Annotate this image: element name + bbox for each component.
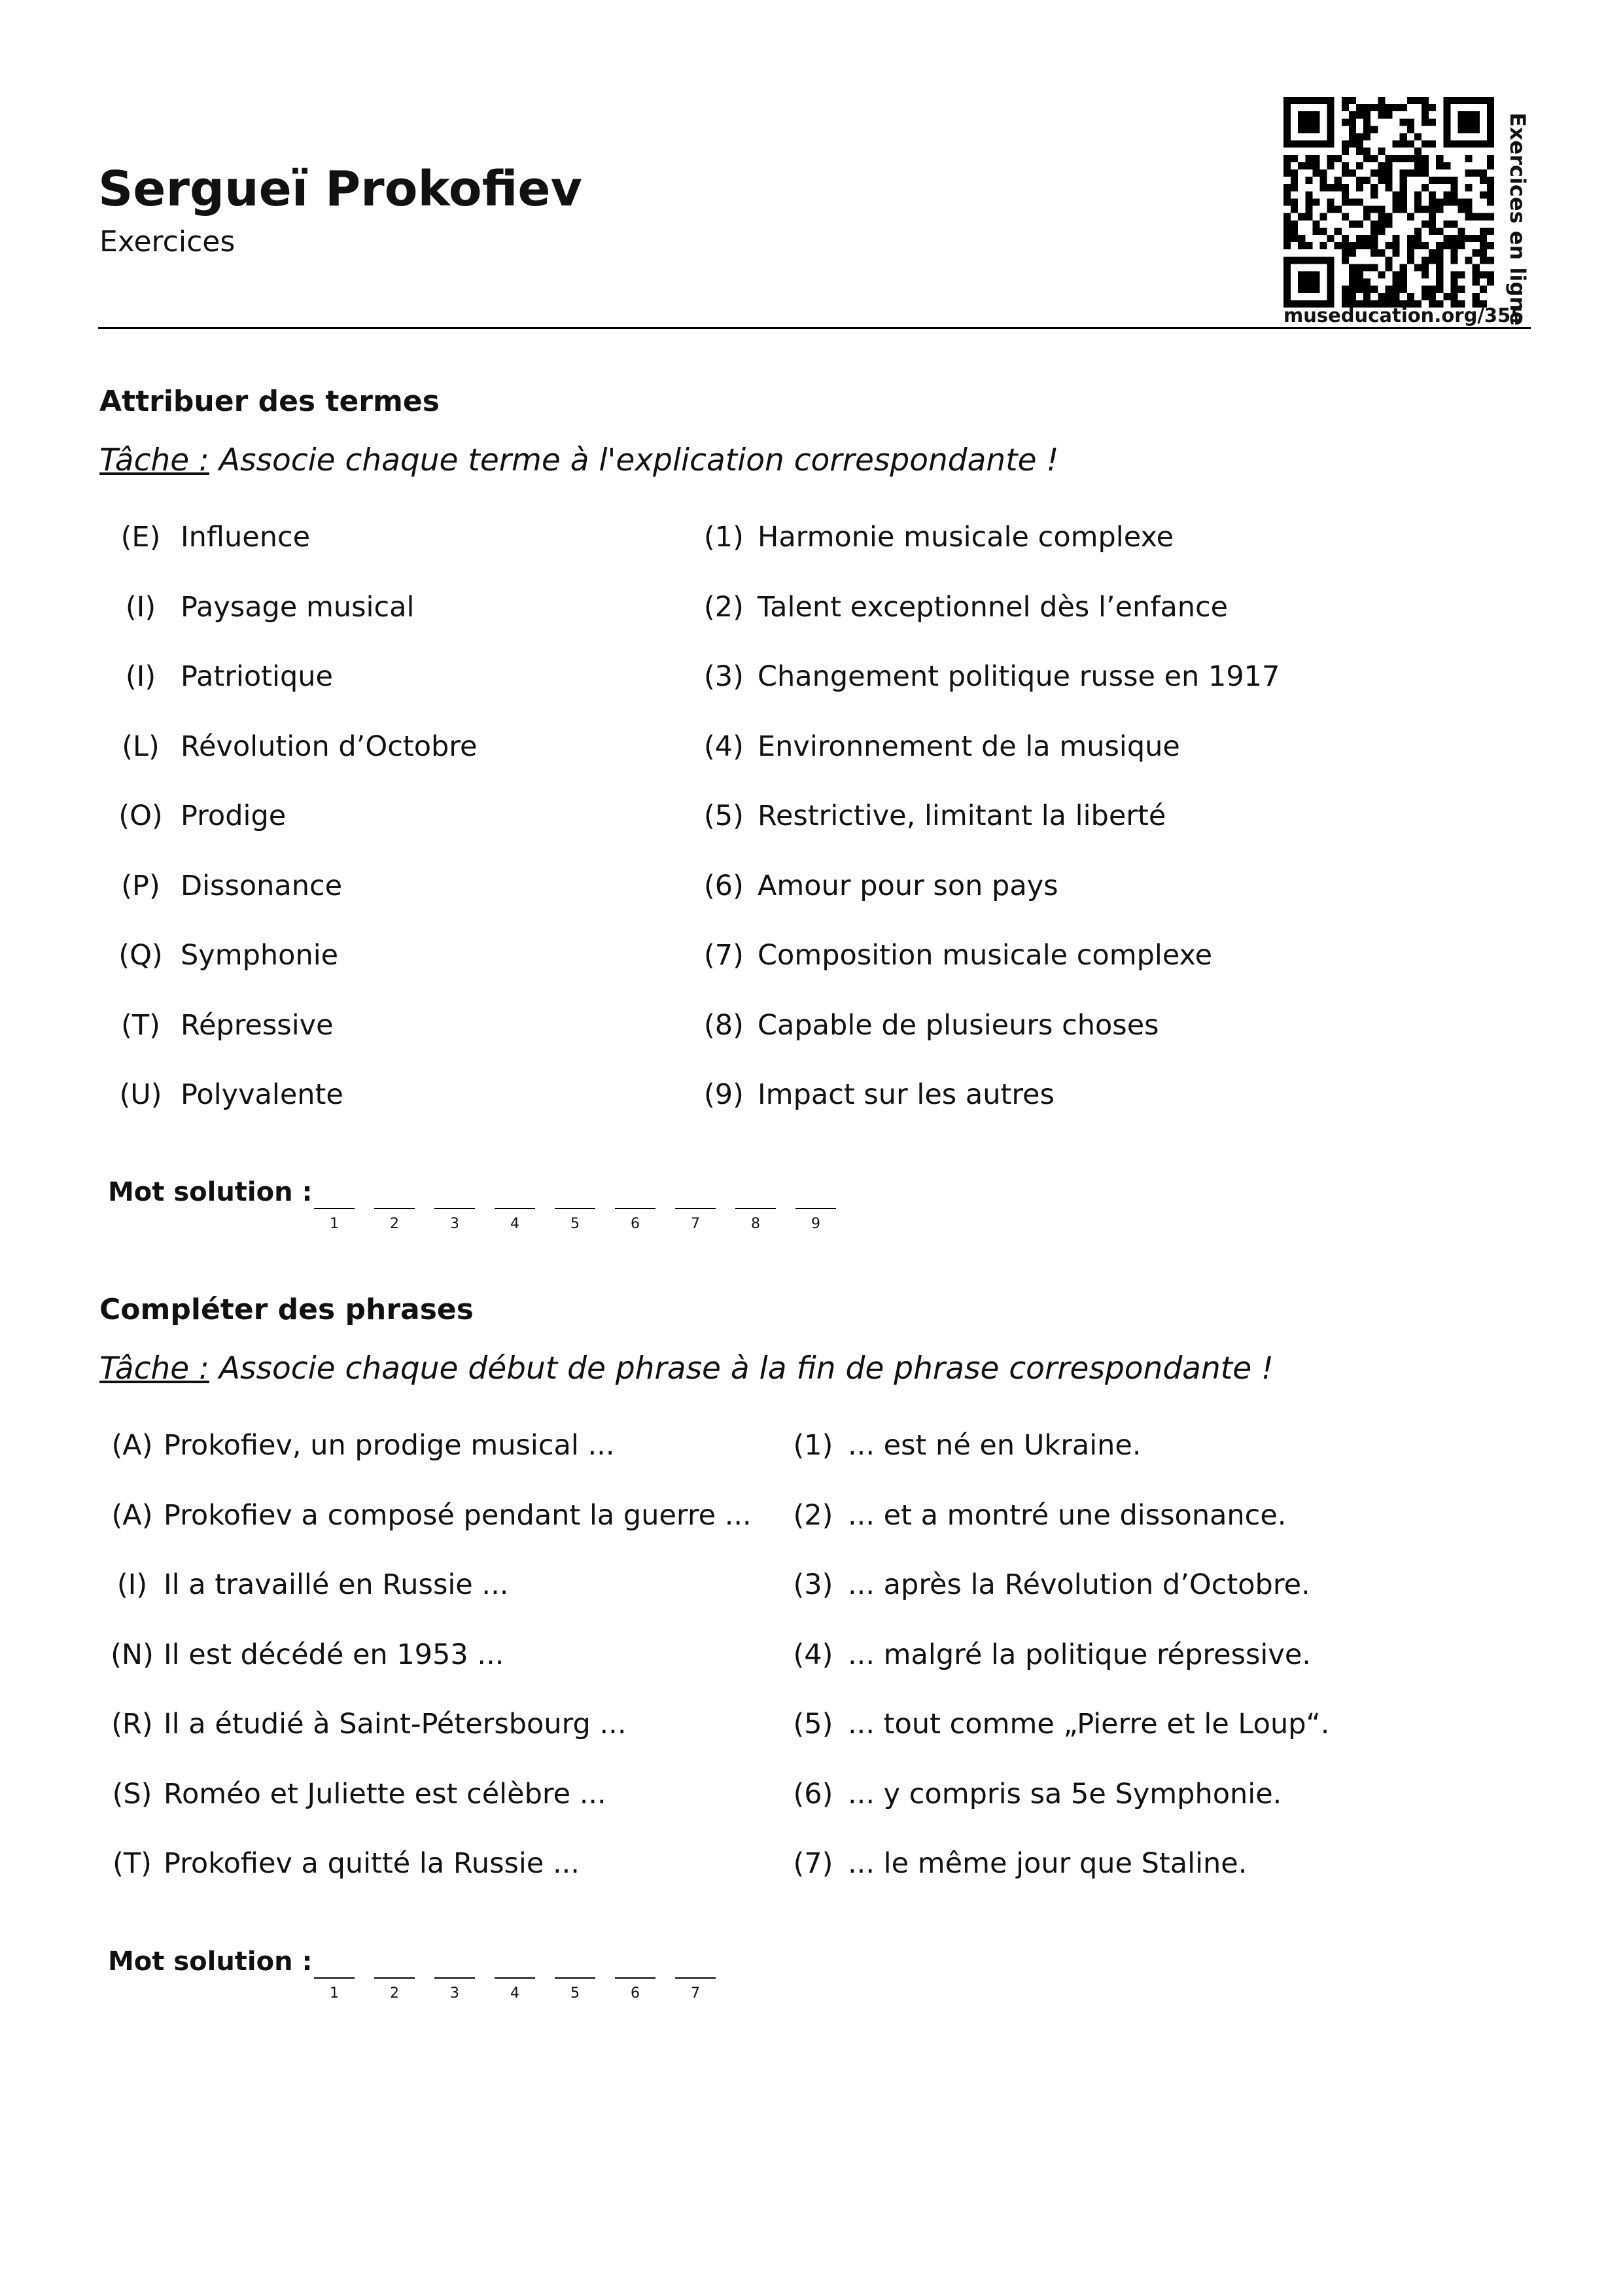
beginning-text: Prokofiev, un prodige musical ... [164, 1429, 615, 1462]
term-text: Influence [181, 521, 311, 554]
definition-text: Impact sur les autres [758, 1078, 1055, 1111]
section1-blank[interactable] [434, 1208, 475, 1209]
definition-row [704, 869, 1058, 902]
beginning-row [109, 1847, 580, 1880]
ending-text: ... après la Révolution d’Octobre. [848, 1568, 1310, 1601]
term-text: Prodige [181, 800, 287, 832]
qr-url-label[interactable]: museducation.org/355 [1283, 304, 1524, 327]
beginning-text: Prokofiev a composé pendant la guerre ... [164, 1498, 752, 1532]
section1-blank-number: 9 [811, 1216, 820, 1232]
term-tag: (I) [125, 660, 156, 693]
ending-row [793, 1429, 1142, 1462]
ending-row [793, 1710, 1329, 1739]
section2-blank-number: 2 [390, 1985, 399, 2002]
ending-text: ... tout comme „Pierre et le Loup“. [848, 1708, 1330, 1740]
definition-tag: (6) [704, 869, 744, 902]
beginning-row [109, 1568, 509, 1601]
definition-tag: (4) [704, 730, 744, 763]
section1-blank-number: 3 [450, 1216, 459, 1232]
section2-blank[interactable] [555, 1977, 595, 1979]
section2-blank-number: 7 [691, 1985, 700, 2002]
section1-blank-number: 2 [390, 1216, 399, 1232]
page-title: Sergueï Prokofiev [98, 161, 582, 217]
definition-text: Amour pour son pays [758, 869, 1058, 902]
header-divider [98, 327, 1531, 329]
ending-text: ... malgré la politique répressive. [848, 1638, 1311, 1671]
term-tag: (I) [125, 590, 156, 624]
ending-tag: (6) [793, 1777, 833, 1810]
term-row [115, 1078, 343, 1111]
definition-tag: (7) [704, 939, 744, 972]
definition-text: Changement politique russe en 1917 [758, 660, 1280, 693]
section1-blank-number: 5 [570, 1216, 580, 1232]
section2-blank-number: 1 [330, 1985, 339, 2002]
beginning-tag: (R) [111, 1708, 153, 1740]
ending-row [793, 1638, 1311, 1671]
beginning-text: Il a étudié à Saint-Pétersbourg ... [164, 1708, 627, 1740]
definition-tag: (5) [704, 800, 744, 832]
section1-blank-number: 7 [691, 1216, 700, 1232]
term-tag: (L) [122, 730, 160, 763]
beginning-tag: (N) [111, 1638, 154, 1671]
section2-blank-number: 6 [631, 1985, 640, 2002]
ending-text: ... est né en Ukraine. [848, 1429, 1142, 1462]
beginning-text: Prokofiev a quitté la Russie ... [164, 1847, 580, 1880]
term-row [115, 869, 343, 902]
definition-text: Harmonie musicale complexe [758, 521, 1174, 554]
qr-code-icon[interactable] [1283, 97, 1494, 308]
ending-tag: (7) [793, 1847, 833, 1880]
term-tag: (E) [120, 521, 161, 554]
term-tag: (O) [118, 800, 163, 832]
section2-blank[interactable] [675, 1977, 716, 1979]
section1-blank[interactable] [675, 1208, 716, 1209]
term-row [115, 523, 310, 552]
beginning-text: Roméo et Juliette est célèbre ... [164, 1777, 606, 1810]
section1-task-label: Tâche : [99, 442, 209, 478]
definition-row [704, 660, 1280, 693]
term-row [115, 939, 339, 972]
definition-tag: (9) [704, 1078, 744, 1111]
ending-row [793, 1498, 1287, 1532]
definition-row [704, 939, 1213, 972]
definition-row [704, 523, 1174, 552]
section1-blank[interactable] [735, 1208, 776, 1209]
beginning-row [109, 1429, 615, 1462]
term-row [115, 660, 333, 693]
ending-tag: (4) [793, 1638, 833, 1671]
section1-solution-label: Mot solution : [108, 1177, 313, 1207]
beginning-row [109, 1710, 626, 1739]
section1-blank[interactable] [795, 1208, 836, 1209]
beginning-row [109, 1777, 606, 1810]
ending-text: ... le même jour que Staline. [848, 1847, 1248, 1880]
section2-blank-number: 5 [570, 1985, 580, 2002]
section1-blank-number: 6 [631, 1216, 640, 1232]
definition-tag: (2) [704, 590, 744, 624]
term-row [115, 730, 478, 763]
beginning-row [109, 1638, 504, 1671]
term-text: Paysage musical [181, 590, 415, 624]
definition-text: Composition musicale complexe [758, 939, 1213, 972]
definition-row [704, 730, 1180, 763]
ending-tag: (3) [793, 1568, 833, 1601]
term-tag: (T) [121, 1008, 160, 1042]
definition-text: Environnement de la musique [758, 730, 1180, 763]
beginning-tag: (S) [112, 1777, 152, 1810]
section2-blank-number: 3 [450, 1985, 459, 2002]
definition-tag: (1) [704, 521, 744, 554]
definition-tag: (8) [704, 1008, 744, 1042]
definition-text: Capable de plusieurs choses [758, 1008, 1159, 1042]
page-subtitle: Exercices [99, 225, 236, 258]
section1-blank-number: 4 [510, 1216, 519, 1232]
beginning-tag: (I) [116, 1568, 148, 1601]
section2-blank[interactable] [495, 1977, 535, 1979]
term-tag: (P) [121, 869, 160, 902]
definition-row [704, 1008, 1159, 1042]
section2-blank-number: 4 [510, 1985, 519, 2002]
term-text: Polyvalente [181, 1078, 343, 1111]
section2-blank[interactable] [374, 1977, 415, 1979]
ending-tag: (2) [793, 1498, 833, 1532]
beginning-text: Il a travaillé en Russie ... [164, 1568, 509, 1601]
term-tag: (Q) [118, 939, 163, 972]
beginning-tag: (A) [111, 1429, 153, 1462]
section1-title: Attribuer des termes [99, 385, 440, 418]
section2-task-label: Tâche : [99, 1351, 209, 1386]
qr-side-label: Exercices en ligne [1505, 113, 1530, 326]
section1-blank-number: 8 [751, 1216, 760, 1232]
section2-title: Compléter des phrases [99, 1293, 474, 1326]
section1-blank-number: 1 [330, 1216, 339, 1232]
section2-task-text: Associe chaque début de phrase à la fin de phrase correspondante ! [209, 1351, 1274, 1386]
section2-blank[interactable] [434, 1977, 475, 1979]
definition-text: Restrictive, limitant la liberté [758, 800, 1166, 832]
term-text: Répressive [181, 1008, 334, 1042]
section2-solution-label: Mot solution : [108, 1947, 313, 1977]
term-row [115, 590, 415, 624]
section1-blank[interactable] [615, 1208, 655, 1209]
ending-text: ... y compris sa 5e Symphonie. [848, 1777, 1282, 1810]
term-text: Dissonance [181, 869, 343, 902]
term-row [115, 1008, 334, 1042]
ending-tag: (1) [793, 1429, 833, 1462]
beginning-tag: (A) [111, 1498, 153, 1532]
ending-row [793, 1847, 1248, 1880]
definition-text: Talent exceptionnel dès l’enfance [758, 590, 1229, 624]
section1-blank[interactable] [374, 1208, 415, 1209]
ending-text: ... et a montré une dissonance. [848, 1498, 1287, 1532]
definition-row [704, 802, 1166, 830]
term-row [115, 802, 286, 830]
term-text: Révolution d’Octobre [181, 730, 478, 763]
section2-task [99, 1353, 1274, 1384]
term-text: Patriotique [181, 660, 333, 693]
term-text: Symphonie [181, 939, 339, 972]
section2-blank[interactable] [314, 1977, 355, 1979]
term-tag: (U) [119, 1078, 162, 1111]
ending-row [793, 1568, 1310, 1601]
beginning-row [109, 1498, 752, 1532]
section1-task-text: Associe chaque terme à l'explication correspondante ! [209, 442, 1059, 478]
section1-blank[interactable] [495, 1208, 535, 1209]
ending-row [793, 1777, 1282, 1810]
section2-blank[interactable] [615, 1977, 655, 1979]
section1-blank[interactable] [555, 1208, 595, 1209]
ending-tag: (5) [793, 1708, 833, 1740]
beginning-text: Il est décédé en 1953 ... [164, 1638, 504, 1671]
section1-blank[interactable] [314, 1208, 355, 1209]
definition-row [704, 1078, 1055, 1111]
beginning-tag: (T) [113, 1847, 152, 1880]
section1-task [99, 442, 1059, 478]
definition-row [704, 590, 1229, 624]
definition-tag: (3) [704, 660, 744, 693]
